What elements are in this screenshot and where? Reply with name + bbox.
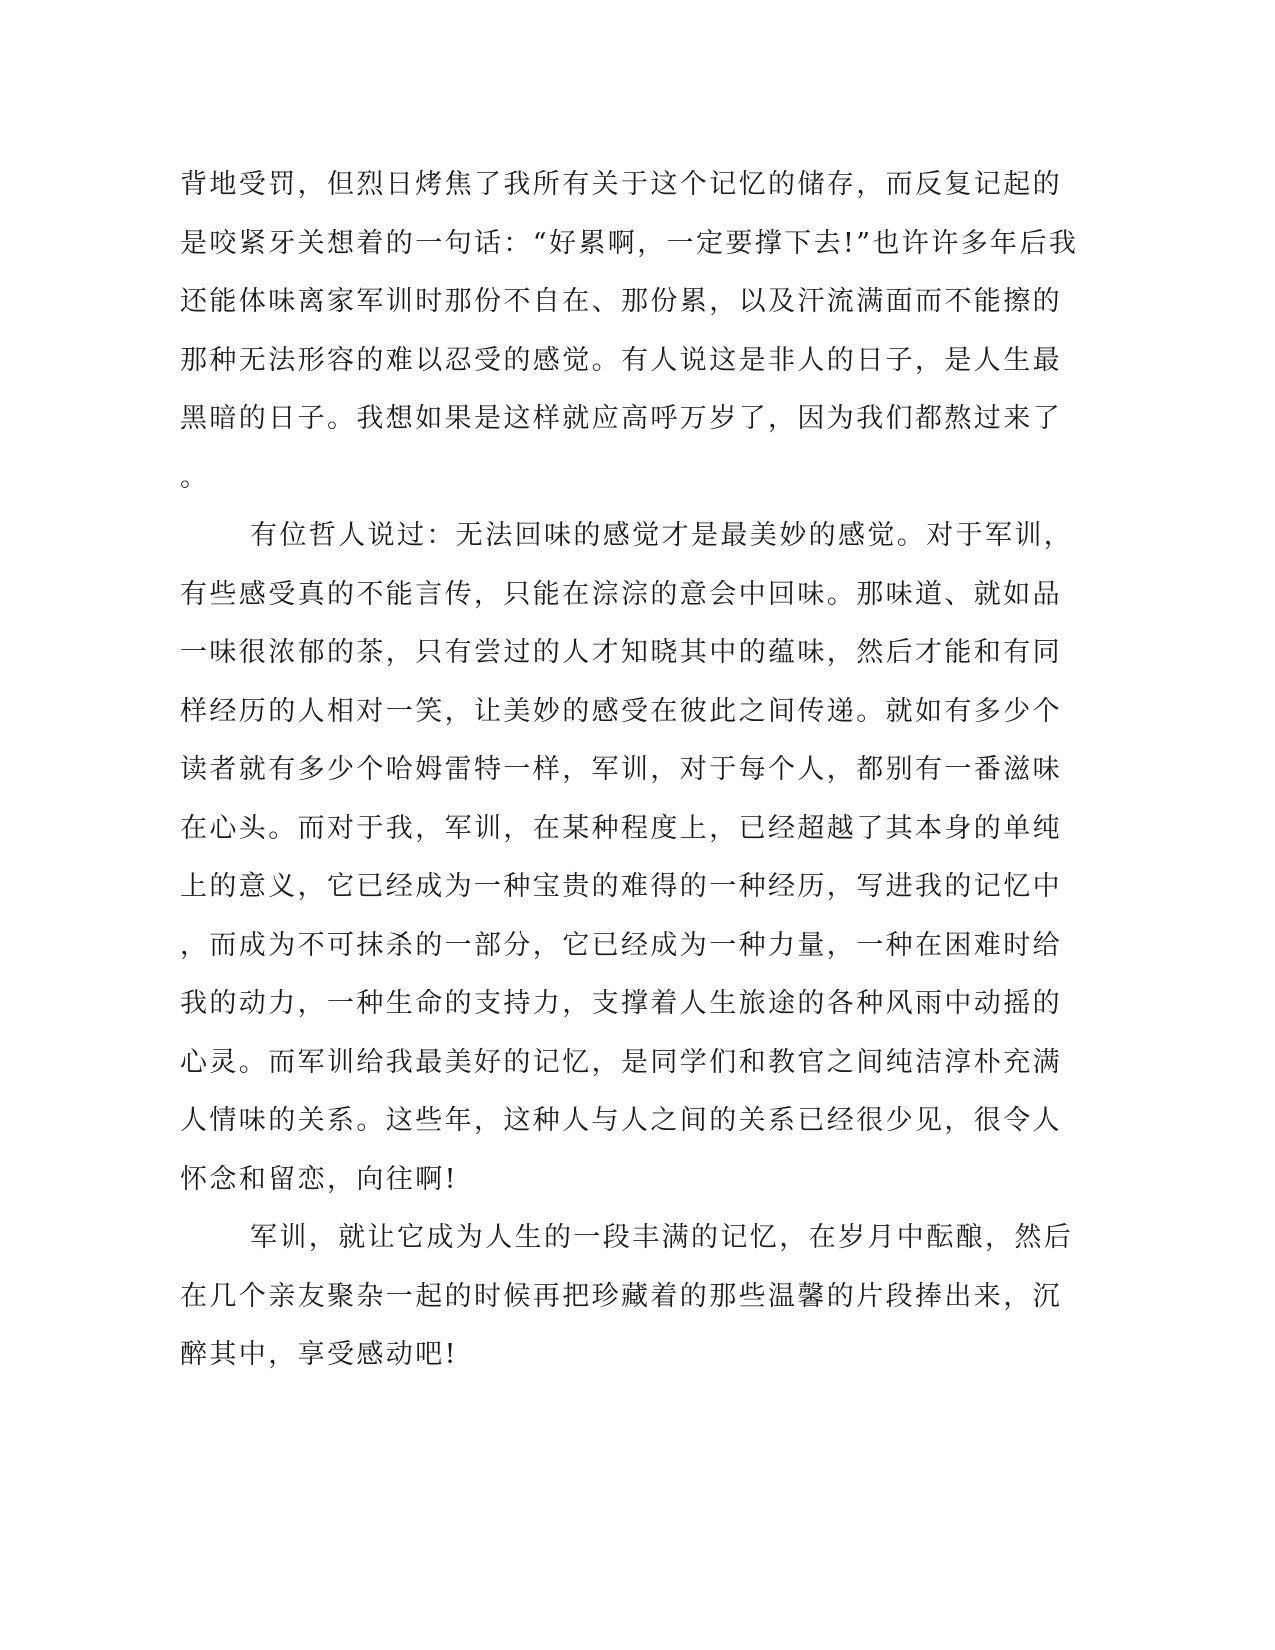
document-body (180, 156, 1079, 1385)
text-line: 那种无法形容的难以忍受的感觉。有人说这是非人的日子，是人生最 (180, 344, 1062, 376)
text-line: 有些感受真的不能言传，只能在淙淙的意会中回味。那味道、就如品 (180, 578, 1062, 610)
text-line: 在心头。而对于我，军训，在某种程度上，已经超越了其本身的单纯 (180, 812, 1062, 844)
text-line: 。 (180, 461, 210, 493)
text-line: 人情味的关系。这些年，这种人与人之间的关系已经很少见，很令人 (180, 1105, 1062, 1136)
text-line: 怀念和留恋，向往啊! (180, 1163, 458, 1195)
paragraph-first-line: 军训，就让它成为人生的一段丰满的记忆，在岁月中酝酿，然后 (250, 1222, 1074, 1253)
text-line: 是咬紧牙关想着的一句话：“好累啊，一定要撑下去!”也许许多年后我 (180, 227, 1079, 259)
text-line: ，而成为不可抹杀的一部分，它已经成为一种力量，一种在困难时给 (180, 929, 1062, 961)
text-line: 黑暗的日子。我想如果是这样就应高呼万岁了，因为我们都熬过来了 (180, 403, 1062, 434)
text-line: 醉其中，享受感动吧! (180, 1339, 458, 1370)
paragraph-first-line: 有位哲人说过：无法回味的感觉才是最美妙的感觉。对于军训， (250, 520, 1074, 551)
text-line: 还能体味离家军训时那份不自在、那份累，以及汗流满面而不能擦的 (180, 286, 1062, 317)
text-line: 我的动力，一种生命的支持力，支撑着人生旅途的各种风雨中动摇的 (180, 988, 1062, 1019)
text-line: 背地受罚，但烈日烤焦了我所有关于这个记忆的储存，而反复记起的 (180, 169, 1062, 200)
text-line: 读者就有多少个哈姆雷特一样，军训，对于每个人，都别有一番滋味 (180, 754, 1062, 785)
text-line: 样经历的人相对一笑，让美妙的感受在彼此之间传递。就如有多少个 (180, 695, 1062, 727)
text-line: 上的意义，它已经成为一种宝贵的难得的一种经历，写进我的记忆中 (180, 871, 1062, 902)
text-line: 心灵。而军训给我最美好的记忆，是同学们和教官之间纯洁淳朴充满 (180, 1046, 1062, 1078)
text-line: 在几个亲友聚杂一起的时候再把珍藏着的那些温馨的片段捧出来，沉 (180, 1280, 1062, 1312)
text-line: 一味很浓郁的茶，只有尝过的人才知晓其中的蕴味，然后才能和有同 (180, 637, 1062, 668)
